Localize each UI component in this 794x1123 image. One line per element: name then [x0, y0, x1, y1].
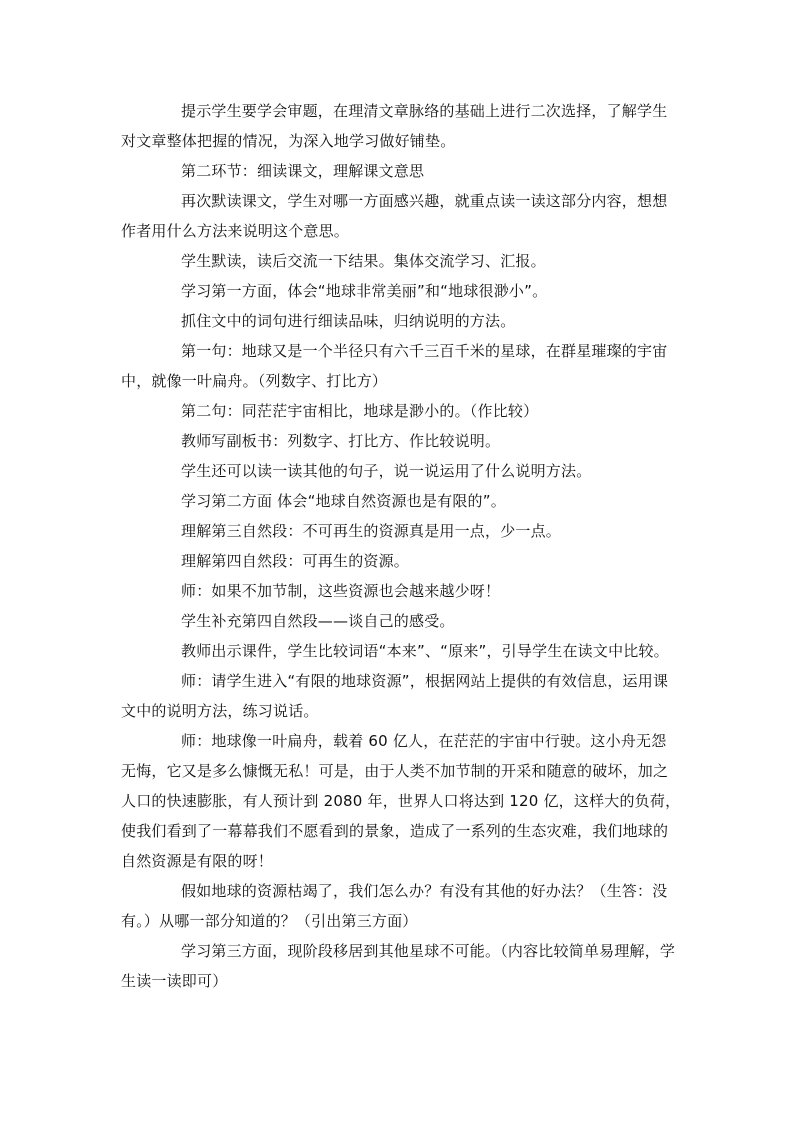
paragraph: 师：如果不加节制，这些资源也会越来越少呀！ — [181, 582, 501, 600]
paragraph: 教师写副板书：列数字、打比方、作比较说明。 — [181, 432, 501, 450]
paragraph: 第二句：同茫茫宇宙相比，地球是渺小的。（作比较） — [181, 402, 539, 420]
paragraph: 师：请学生进入“有限的地球资源”，根据网站上提供的有效信息，运用课文中的说明方法，练习说话。 — [121, 672, 669, 720]
paragraph: 学习第一方面，体会“地球非常美丽”和“地球很渺小”。 — [181, 282, 548, 300]
paragraph: 假如地球的资源枯竭了，我们怎么办？有没有其他的好办法？（生答：没有。）从哪一部分知道的？（引出第三方面） — [121, 882, 668, 930]
section-heading: 第二环节：细读课文，理解课文意思 — [181, 162, 425, 180]
paragraph: 学生补充第四自然段——谈自己的感受。 — [181, 612, 455, 630]
document-body — [121, 96, 681, 996]
paragraph: 学习第二方面 体会“地球自然资源也是有限的”。 — [181, 492, 506, 510]
paragraph: 学生默读，读后交流一下结果。集体交流学习、汇报。 — [181, 252, 546, 270]
paragraph: 第一句：地球又是一个半径只有六千三百千米的星球，在群星璀璨的宇宙中，就像一叶扁舟。（列数字、打比方） — [121, 342, 668, 390]
paragraph: 理解第三自然段：不可再生的资源真是用一点，少一点。 — [181, 522, 562, 540]
paragraph: 理解第四自然段：可再生的资源。 — [181, 552, 410, 570]
paragraph: 再次默读课文，学生对哪一方面感兴趣，就重点读一读这部分内容，想想作者用什么方法来说明这个意思。 — [121, 192, 668, 240]
paragraph: 师：地球像一叶扁舟，载着 60 亿人，在茫茫的宇宙中行驶。这小舟无怨无悔，它又是多么慷慨无私！可是，由于人类不加节制的开采和随意的破坏，加之人口的快速膨胀，有人预计到 2080 年，世界人口将达到 120 亿，这样大的负荷，使我们看到了一幕幕我们不愿看到的景象，造成了一系列的生态灾难，我们地球的自然资源是有限的呀！ — [121, 732, 681, 870]
paragraph: 提示学生要学会审题，在理清文章脉络的基础上进行二次选择，了解学生对文章整体把握的情况，为深入地学习做好铺垫。 — [121, 102, 668, 150]
paragraph: 教师出示课件，学生比较词语“本来”、“原来”，引导学生在读文中比较。 — [181, 642, 669, 660]
paragraph: 学生还可以读一读其他的句子，说一说运用了什么说明方法。 — [181, 462, 592, 480]
paragraph: 抓住文中的词句进行细读品味，归纳说明的方法。 — [181, 312, 516, 330]
paragraph: 学习第三方面，现阶段移居到其他星球不可能。（内容比较简单易理解，学生读一读即可） — [121, 942, 676, 990]
